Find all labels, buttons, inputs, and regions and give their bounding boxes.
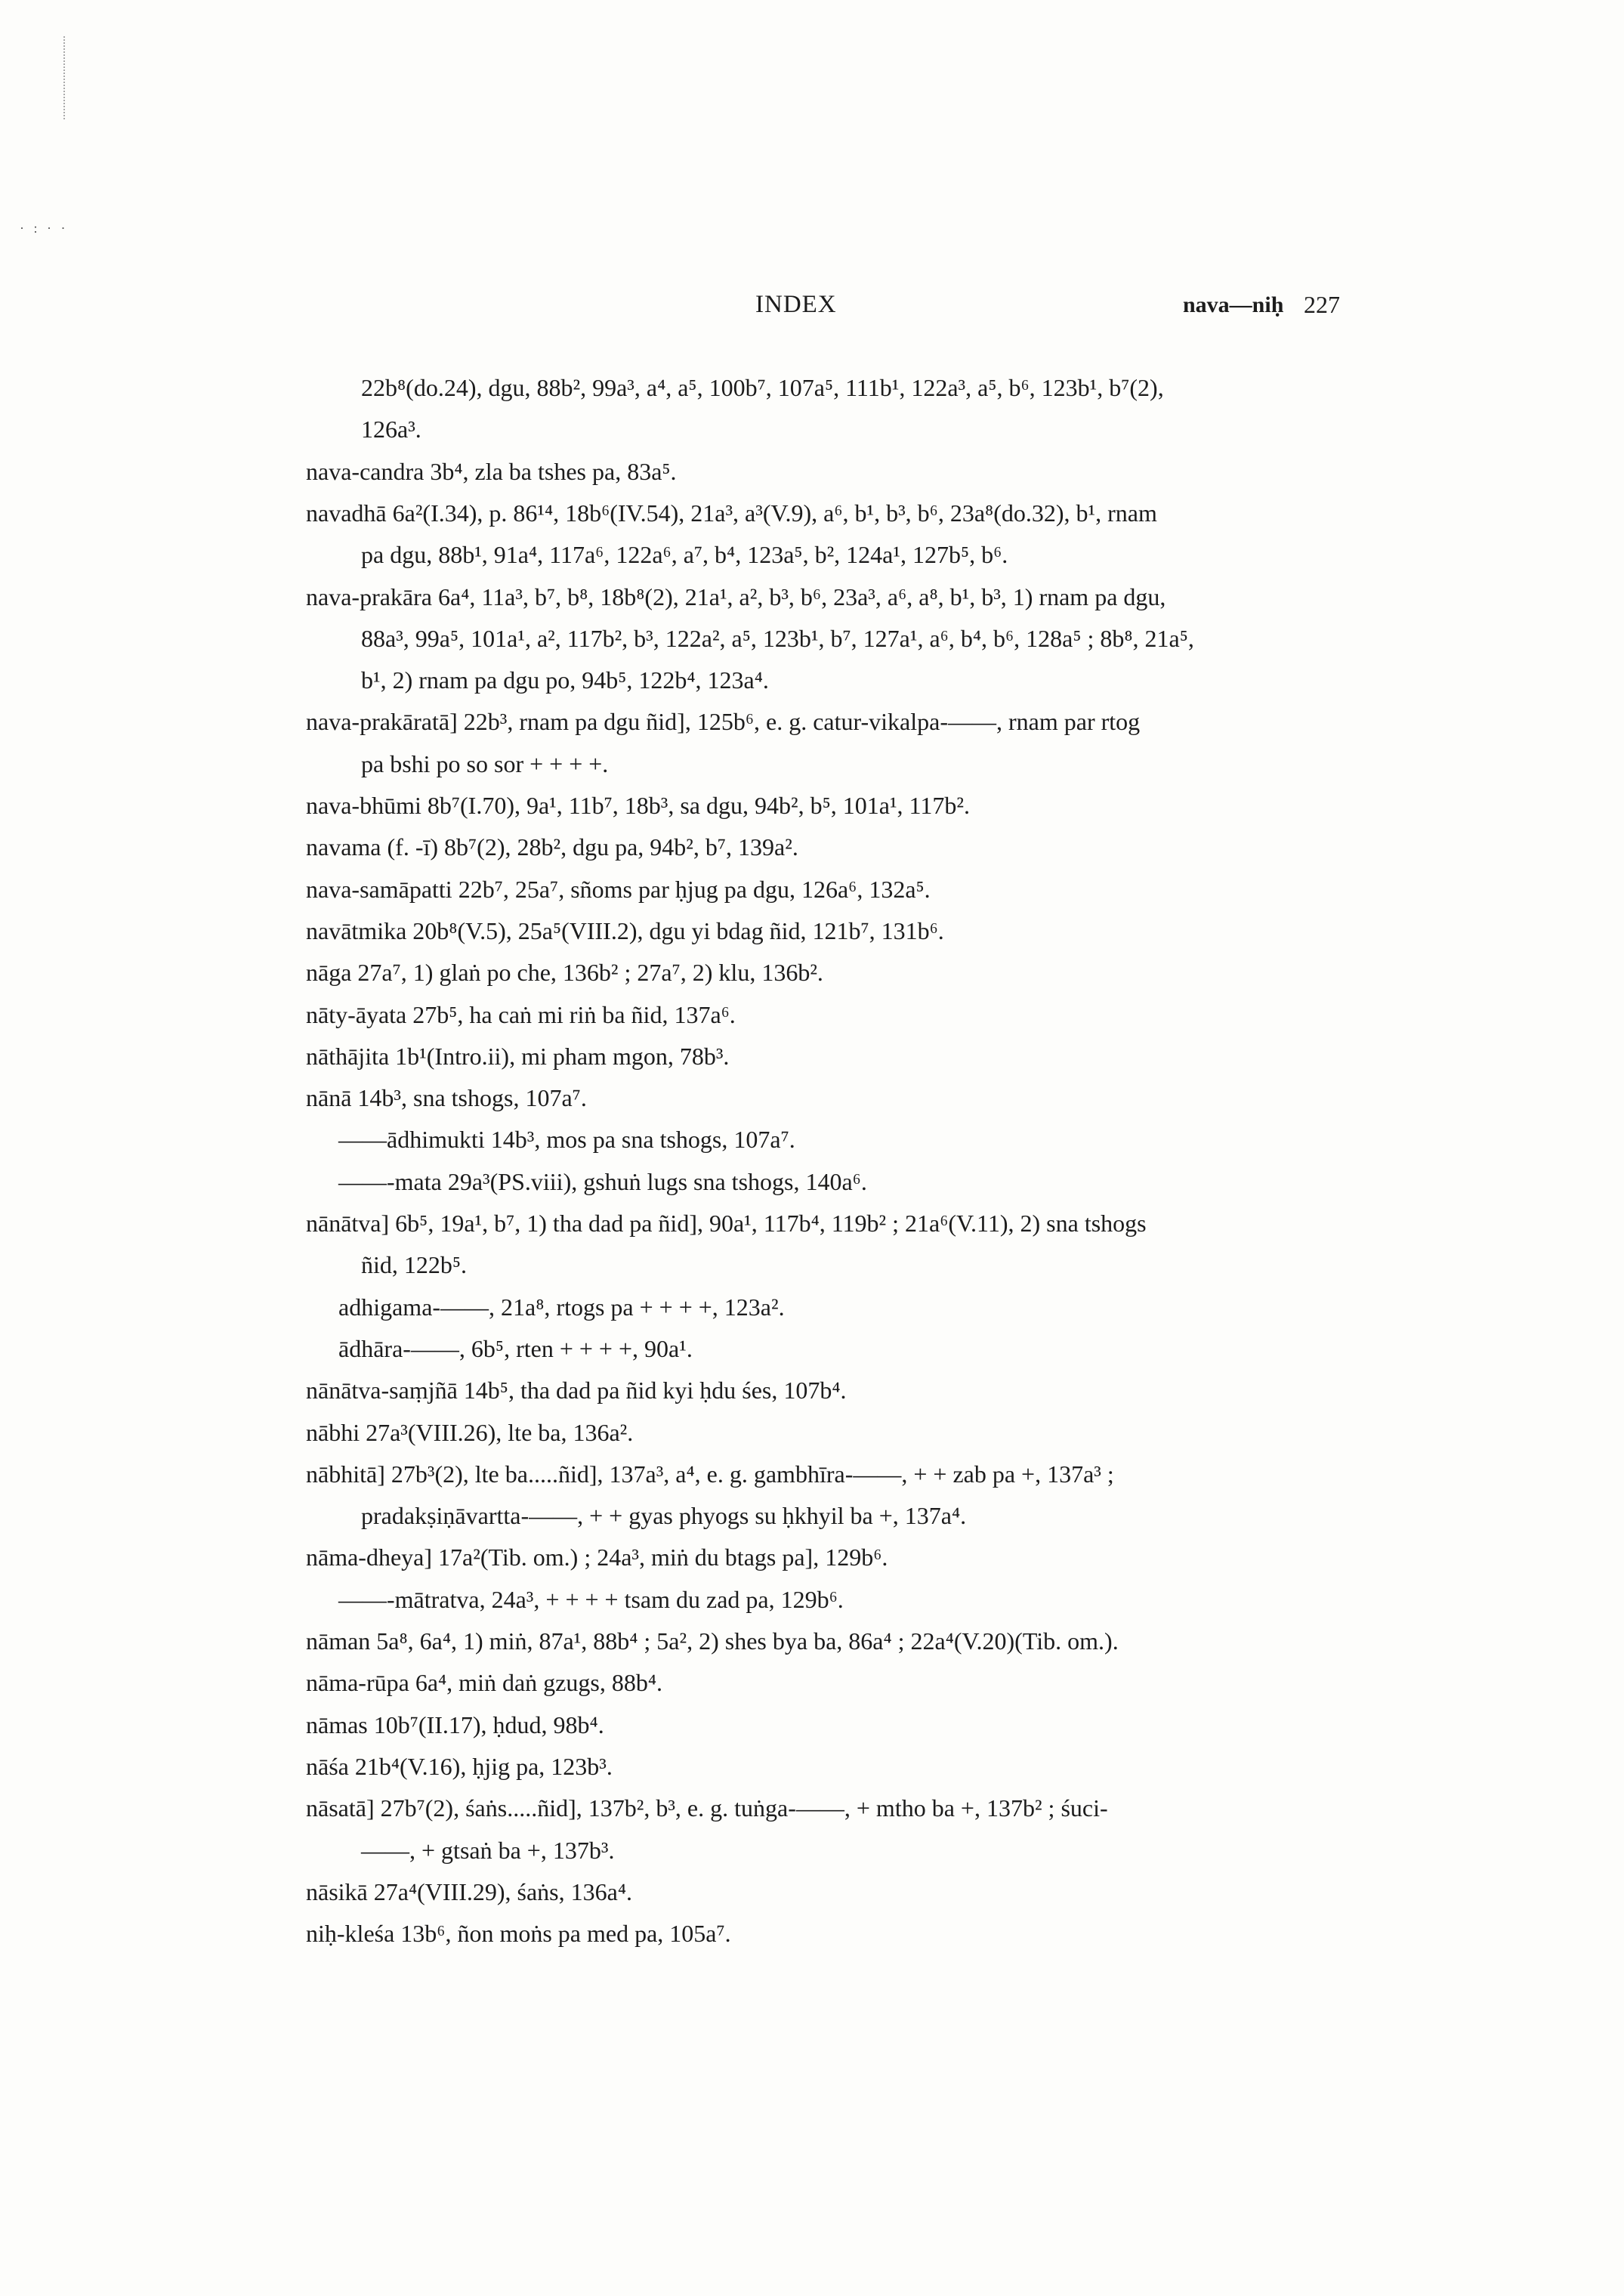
index-entry-headword-line: nava-samāpatti 22b⁷, 25a⁷, sñoms par ḥjug pa dgu, 126a⁶, 132a⁵.	[306, 876, 931, 903]
index-entry-headword-line: nāsikā 27a⁴(VIII.29), śaṅs, 136a⁴.	[306, 1878, 632, 1905]
index-entry-headword-line: navātmika 20b⁸(V.5), 25a⁵(VIII.2), dgu yi bdag ñid, 121b⁷, 131b⁶.	[306, 917, 944, 944]
index-entry-headword-line: nāśa 21b⁴(V.16), ḥjig pa, 123b³.	[306, 1753, 613, 1780]
index-entry-headword-line: nava-prakāratā] 22b³, rnam pa dgu ñid], 125b⁶, e. g. catur-vikalpa-——, rnam par rtog	[306, 708, 1141, 735]
index-entry-headword-line: navama (f. -ī) 8b⁷(2), 28b², dgu pa, 94b², b⁷, 139a².	[306, 833, 798, 861]
index-entry-continuation-line: ——ādhimukti 14b³, mos pa sna tshogs, 107a⁷.	[338, 1126, 795, 1153]
index-entry-headword-line: niḥ-kleśa 13b⁶, ñon moṅs pa med pa, 105a⁷.	[306, 1920, 731, 1947]
index-entry-continuation-line: b¹, 2) rnam pa dgu po, 94b⁵, 122b⁴, 123a⁴.	[361, 666, 769, 694]
index-entry-headword-line: nāsatā] 27b⁷(2), śaṅs.....ñid], 137b², b³, e. g. tuṅga-——, + mtho ba +, 137b² ; śuci-	[306, 1794, 1108, 1822]
index-entry-headword-line: nābhi 27a³(VIII.26), lte ba, 136a².	[306, 1419, 634, 1446]
index-entry-continuation-line: adhigama-——, 21a⁸, rtogs pa + + + +, 123a².	[338, 1293, 785, 1321]
index-entry-headword-line: nava-prakāra 6a⁴, 11a³, b⁷, b⁸, 18b⁸(2), 21a¹, a², b³, b⁶, 23a³, a⁶, a⁸, b¹, b³, 1) rnam pa dgu,	[306, 583, 1166, 610]
index-entry-continuation-line: pa bshi po so sor + + + +.	[361, 750, 609, 777]
index-entry-continuation-line: ñid, 122b⁵.	[361, 1251, 468, 1278]
index-entry-headword-line: nānātva-saṃjñā 14b⁵, tha dad pa ñid kyi ḥdu śes, 107b⁴.	[306, 1377, 847, 1404]
index-entry-headword-line: nāty-āyata 27b⁵, ha caṅ mi riṅ ba ñid, 137a⁶.	[306, 1001, 736, 1028]
index-entry-continuation-line: ādhāra-——, 6b⁵, rten + + + +, 90a¹.	[338, 1335, 693, 1362]
index-entry-headword-line: nāman 5a⁸, 6a⁴, 1) miṅ, 87a¹, 88b⁴ ; 5a², 2) shes bya ba, 86a⁴ ; 22a⁴(V.20)(Tib. om.).	[306, 1627, 1119, 1655]
index-entry-headword-line: nāthājita 1b¹(Intro.ii), mi pham mgon, 78b³.	[306, 1043, 730, 1070]
index-entry-continuation-line: pradakṣiṇāvartta-——, + + gyas phyogs su ḥkhyil ba +, 137a⁴.	[361, 1502, 967, 1529]
index-entry-continuation-line: 126a³.	[361, 416, 421, 443]
header-title: INDEX	[755, 291, 837, 318]
index-entry-headword-line: nābhitā] 27b³(2), lte ba.....ñid], 137a³, a⁴, e. g. gambhīra-——, + + zab pa +, 137a³ ;	[306, 1460, 1114, 1488]
index-entry-continuation-line: ——-mata 29a³(PS.viii), gshuṅ lugs sna tshogs, 140a⁶.	[338, 1168, 867, 1195]
header-entry-range: nava—niḥ	[1183, 292, 1284, 317]
index-entry-headword-line: nāma-dheya] 17a²(Tib. om.) ; 24a³, miṅ du btags pa], 129b⁶.	[306, 1544, 888, 1571]
index-entry-headword-line: nāma-rūpa 6a⁴, miṅ daṅ gzugs, 88b⁴.	[306, 1669, 662, 1696]
index-entry-headword-line: nava-candra 3b⁴, zla ba tshes pa, 83a⁵.	[306, 458, 677, 485]
scan-edge-marks	[63, 36, 68, 119]
index-entry-continuation-line: 88a³, 99a⁵, 101a¹, a², 117b², b³, 122a², a⁵, 123b¹, b⁷, 127a¹, a⁶, b⁴, b⁶, 128a⁵ ; 8b⁸, 21a⁵,	[361, 625, 1194, 652]
index-entry-headword-line: nāga 27a⁷, 1) glaṅ po che, 136b² ; 27a⁷, 2) klu, 136b².	[306, 959, 823, 986]
index-entry-headword-line: nānātva] 6b⁵, 19a¹, b⁷, 1) tha dad pa ñid], 90a¹, 117b⁴, 119b² ; 21a⁶(V.11), 2) sna tshogs	[306, 1210, 1147, 1237]
index-entry-headword-line: nānā 14b³, sna tshogs, 107a⁷.	[306, 1084, 587, 1111]
index-entry-continuation-line: ——, + gtsaṅ ba +, 137b³.	[361, 1837, 615, 1864]
page-number: 227	[1304, 291, 1340, 318]
index-entry-continuation-line: ——-mātratva, 24a³, + + + + tsam du zad pa, 129b⁶.	[338, 1586, 844, 1613]
index-entry-headword-line: nava-bhūmi 8b⁷(I.70), 9a¹, 11b⁷, 18b³, sa dgu, 94b², b⁵, 101a¹, 117b².	[306, 792, 970, 819]
scan-speckle: · : · ·	[20, 221, 69, 236]
running-header	[0, 291, 1624, 329]
index-entry-headword-line: navadhā 6a²(I.34), p. 86¹⁴, 18b⁶(IV.54), 21a³, a³(V.9), a⁶, b¹, b³, b⁶, 23a⁸(do.32), b¹, rnam	[306, 499, 1157, 527]
index-entry-headword-line: nāmas 10b⁷(II.17), ḥdud, 98b⁴.	[306, 1711, 604, 1738]
index-entry-continuation-line: pa dgu, 88b¹, 91a⁴, 117a⁶, 122a⁶, a⁷, b⁴, 123a⁵, b², 124a¹, 127b⁵, b⁶.	[361, 541, 1008, 568]
index-entry-continuation-line: 22b⁸(do.24), dgu, 88b², 99a³, a⁴, a⁵, 100b⁷, 107a⁵, 111b¹, 122a³, a⁵, b⁶, 123b¹, b⁷(2),	[361, 374, 1164, 401]
